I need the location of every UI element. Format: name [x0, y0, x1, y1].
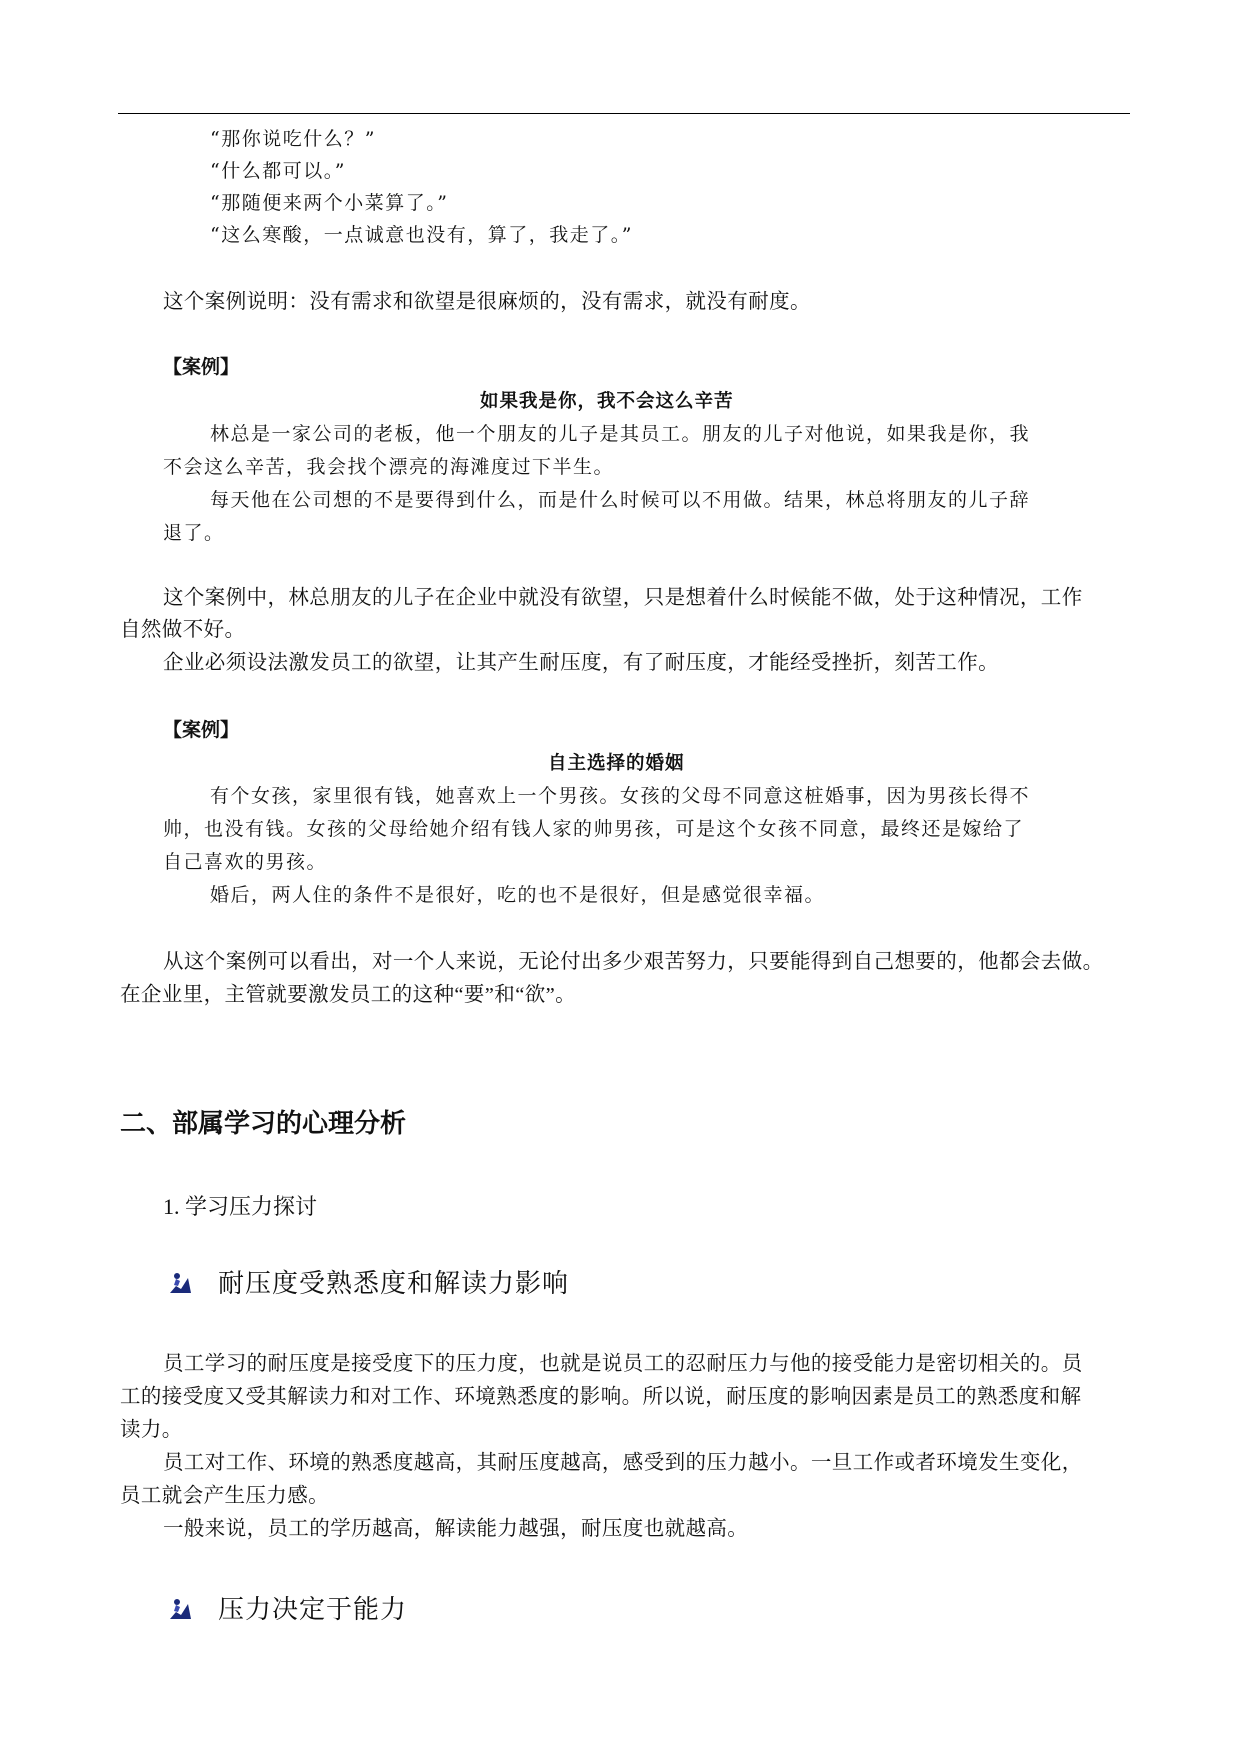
- case-line: 每天他在公司想的不是要得到什么，而是什么时候可以不用做。结果，林总将朋友的儿子辞: [210, 489, 1031, 511]
- case-line: 退了。: [163, 522, 225, 544]
- section-heading: 二、部属学习的心理分析: [120, 1109, 407, 1139]
- paragraph: 企业必须设法激发员工的欲望，让其产生耐压度，有了耐压度，才能经受挫折，刻苦工作。: [163, 652, 999, 674]
- dialogue-line: “什么都可以。”: [210, 160, 346, 182]
- paragraph: 工的接受度又受其解读力和对工作、环境熟悉度的影响。所以说，耐压度的影响因素是员工的熟悉度和解: [120, 1386, 1082, 1408]
- paragraph: 从这个案例可以看出，对一个人来说，无论付出多少艰苦努力，只要能得到自己想要的，他都会去做。: [163, 951, 1104, 973]
- subheading: 1. 学习压力探讨: [163, 1194, 318, 1219]
- case-line: 婚后，两人住的条件不是很好，吃的也不是很好，但是感觉很幸福。: [210, 884, 826, 906]
- paragraph: 这个案例中，林总朋友的儿子在企业中就没有欲望，只是想着什么时候能不做，处于这种情况，工作: [163, 587, 1083, 609]
- paragraph: 这个案例说明：没有需求和欲望是很麻烦的，没有需求，就没有耐度。: [163, 291, 811, 313]
- header-rule: [118, 113, 1130, 114]
- case-line: 帅，也没有钱。女孩的父母给她介绍有钱人家的帅男孩，可是这个女孩不同意，最终还是嫁给了: [163, 818, 1025, 840]
- case-line: 林总是一家公司的老板，他一个朋友的儿子是其员工。朋友的儿子对他说，如果我是你，我: [210, 423, 1031, 445]
- climber-icon: [168, 1272, 192, 1294]
- dialogue-line: “这么寒酸，一点诚意也没有，算了，我走了。”: [210, 224, 633, 246]
- dialogue-line: “那你说吃什么？”: [210, 128, 376, 150]
- paragraph: 员工对工作、环境的熟悉度越高，其耐压度越高，感受到的压力越小。一旦工作或者环境发生变化，: [163, 1452, 1083, 1474]
- case-tag: 【案例】: [163, 719, 240, 741]
- case-title: 自主选择的婚姻: [548, 753, 685, 774]
- paragraph: 员工就会产生压力感。: [120, 1485, 329, 1507]
- paragraph: 在企业里，主管就要激发员工的这种“要”和“欲”。: [120, 984, 576, 1006]
- paragraph: 自然做不好。: [120, 619, 246, 641]
- dialogue-line: “那随便来两个小菜算了。”: [210, 192, 449, 214]
- climber-icon: [168, 1598, 192, 1620]
- bullet-title: 压力决定于能力: [218, 1595, 408, 1625]
- case-line: 不会这么辛苦，我会找个漂亮的海滩度过下半生。: [163, 456, 615, 478]
- paragraph: 一般来说，员工的学历越高，解读能力越强，耐压度也就越高。: [163, 1518, 749, 1540]
- bullet-title: 耐压度受熟悉度和解读力影响: [218, 1269, 570, 1299]
- case-tag: 【案例】: [163, 356, 240, 378]
- case-line: 自己喜欢的男孩。: [163, 851, 328, 873]
- case-title: 如果我是你，我不会这么辛苦: [480, 391, 734, 412]
- paragraph: 读力。: [120, 1419, 183, 1441]
- case-line: 有个女孩，家里很有钱，她喜欢上一个男孩。女孩的父母不同意这桩婚事，因为男孩长得不: [210, 785, 1031, 807]
- paragraph: 员工学习的耐压度是接受度下的压力度，也就是说员工的忍耐压力与他的接受能力是密切相关的。员: [163, 1353, 1083, 1375]
